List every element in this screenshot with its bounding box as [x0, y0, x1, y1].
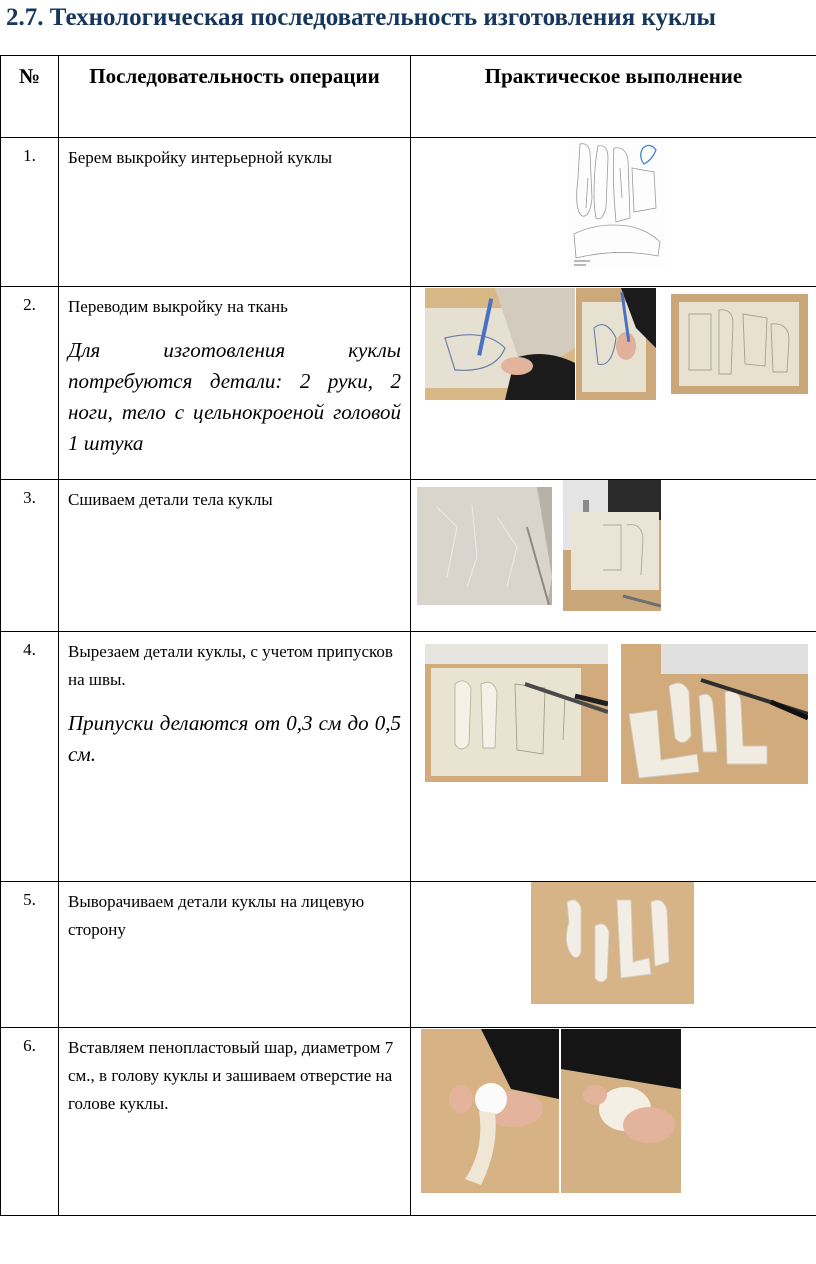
- photo-cell: [411, 1028, 816, 1216]
- row-number: 6.: [1, 1028, 59, 1216]
- operation-text: Вырезаем детали куклы, с учетом припусков на швы.: [68, 642, 393, 689]
- photo-cell: [411, 632, 816, 882]
- photo-cell: [411, 882, 816, 1028]
- row-number: 2.: [1, 287, 59, 480]
- row-number: 5.: [1, 882, 59, 1028]
- operation-cell: [59, 287, 411, 480]
- operation-cell: [59, 1028, 411, 1216]
- operation-text: Переводим выкройку на ткань: [68, 297, 288, 316]
- inserting-ball-photo: [421, 1029, 559, 1193]
- sewn-fabric-photo: [417, 487, 552, 605]
- operation-note: Припуски делаются от 0,3 см до 0,5 см.: [68, 711, 401, 766]
- operation-note: Для изготовления куклы потребуются детали: 2 руки, 2 ноги, тело с цельнокроеной головой 1 штука: [68, 338, 401, 455]
- photo-cell: [411, 138, 816, 287]
- cut-parts-photo: [425, 644, 608, 782]
- row-number: 1.: [1, 138, 59, 287]
- cut-details-photo: [621, 644, 808, 784]
- table-row: [1, 138, 816, 287]
- row-number: 3.: [1, 480, 59, 632]
- process-table: [0, 55, 816, 1216]
- photo-cell: [411, 287, 816, 480]
- row-number: 4.: [1, 632, 59, 882]
- table-row: [1, 882, 816, 1028]
- operation-cell: [59, 138, 411, 287]
- table-row: [1, 287, 816, 480]
- photo-cell: [411, 480, 816, 632]
- traced-fabric-photo: [671, 294, 808, 394]
- table-row: [1, 1028, 816, 1216]
- header-operation: Последовательность операции: [59, 56, 411, 138]
- table-row: [1, 480, 816, 632]
- doll-pattern-photo: [568, 138, 666, 268]
- table-row: [1, 632, 816, 882]
- operation-text: Вставляем пенопластовый шар, диаметром 7 см., в голову куклы и зашиваем отверстие на голове куклы.: [68, 1038, 394, 1113]
- operation-text: Сшиваем детали тела куклы: [68, 490, 273, 509]
- operation-text: Берем выкройку интерьерной куклы: [68, 148, 333, 167]
- sewing-machine-photo: [563, 480, 661, 611]
- page-title: 2.7. Технологическая последовательность изготовления куклы: [6, 4, 716, 31]
- table-header-row: [1, 56, 816, 138]
- operation-cell: [59, 480, 411, 632]
- operation-cell: [59, 882, 411, 1028]
- header-practice: Практическое выполнение: [411, 56, 816, 138]
- operation-cell: [59, 632, 411, 882]
- turned-parts-photo: [531, 882, 694, 1004]
- sewing-head-photo: [561, 1029, 681, 1193]
- tracing-pattern-photo: [425, 288, 575, 400]
- operation-text: Выворачиваем детали куклы на лицевую сторону: [68, 892, 365, 939]
- tracing-closeup-photo: [576, 288, 656, 400]
- header-num: №: [1, 56, 59, 138]
